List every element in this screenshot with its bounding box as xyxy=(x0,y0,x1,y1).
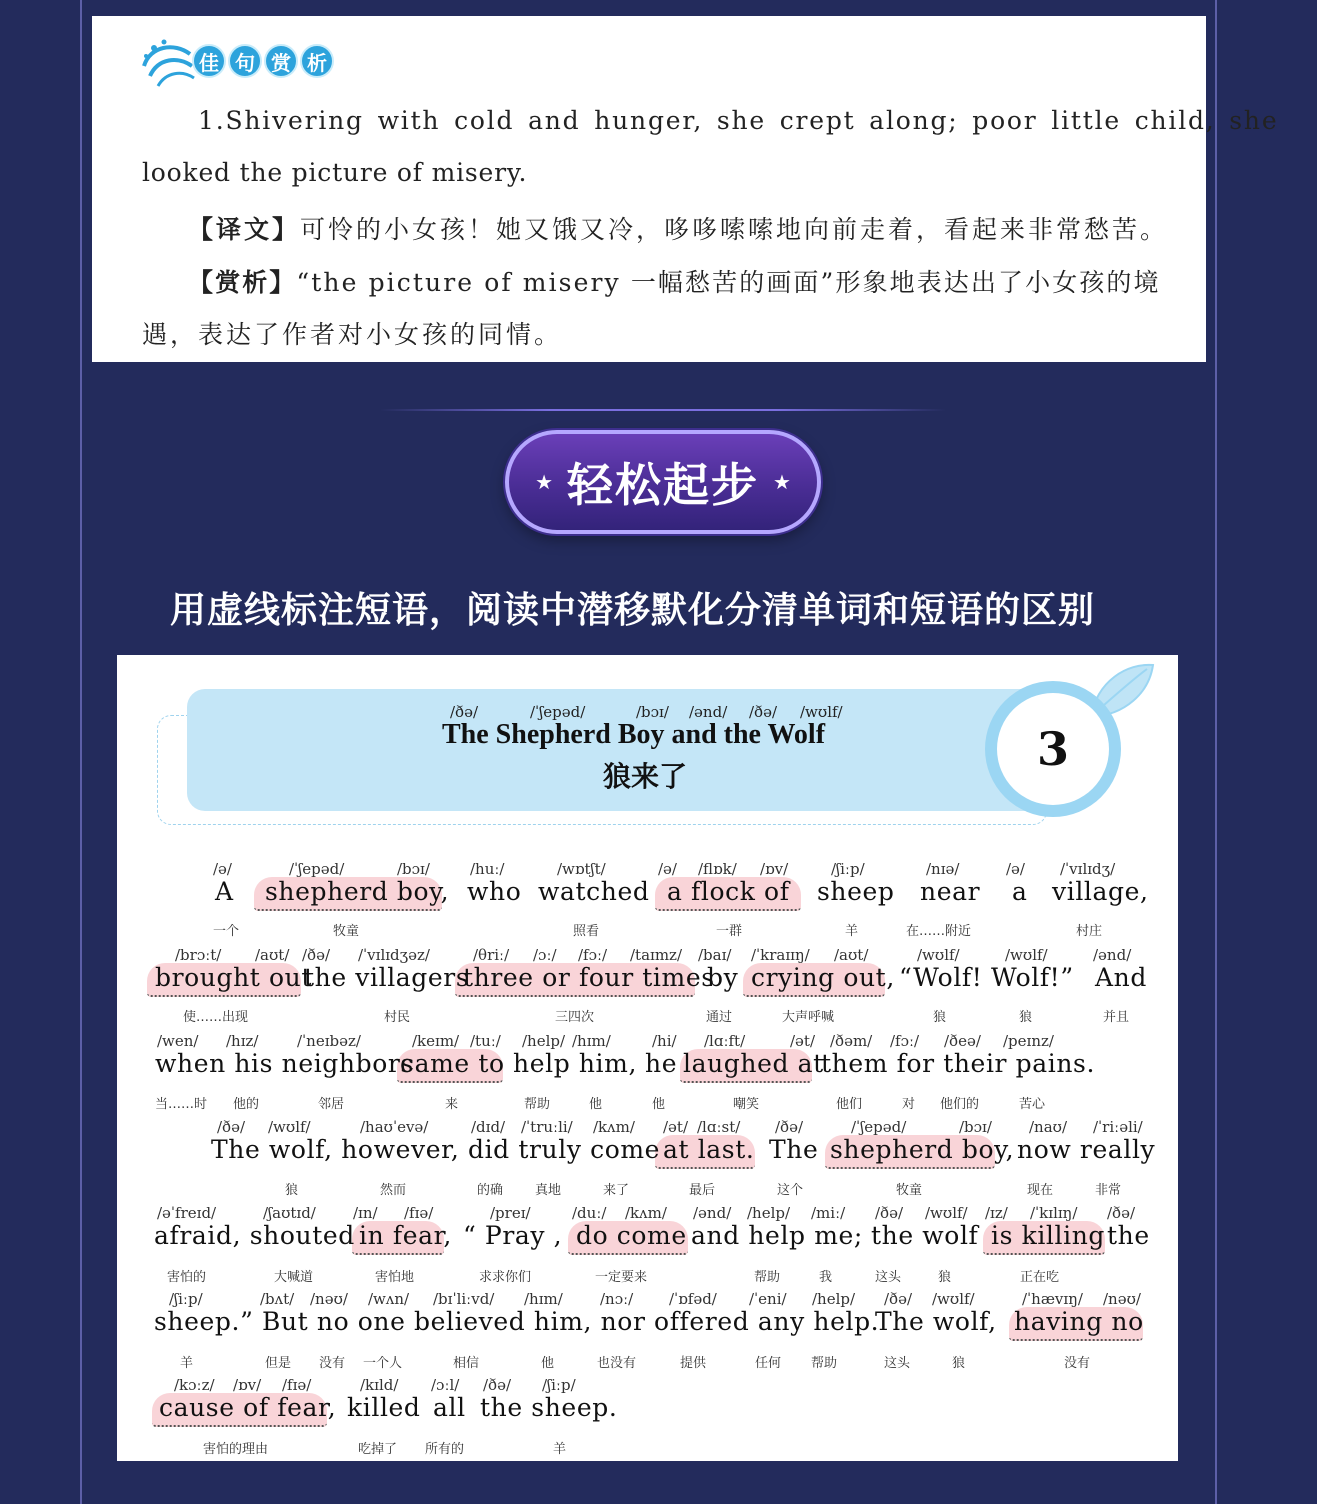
ipa: /haʊˈevə/ xyxy=(360,1118,429,1136)
ipa: /ðə/ xyxy=(483,1376,512,1394)
gloss: 大声呼喊 xyxy=(782,1010,835,1025)
example-sentence-line-2: looked the picture of misery. xyxy=(142,158,528,187)
ipa: /baɪ/ xyxy=(698,946,732,964)
gloss: 大喊道 xyxy=(274,1270,314,1285)
translation-label: 【译文】 xyxy=(188,215,301,244)
ipa: /kʌm/ xyxy=(593,1118,635,1136)
gloss: 帮助 xyxy=(754,1270,781,1285)
phrase: brought out xyxy=(155,963,313,992)
ipa: /ðə/ xyxy=(884,1290,913,1308)
ipa: /ˈriːəli/ xyxy=(1093,1118,1143,1136)
word: when his neighbors xyxy=(155,1049,414,1078)
title-ipa: /ənd/ xyxy=(689,703,728,721)
gloss: 他的 xyxy=(233,1097,260,1112)
gloss: 狼 xyxy=(938,1270,952,1285)
logo-char: 赏 xyxy=(264,44,298,78)
word: them for their pains. xyxy=(821,1049,1096,1078)
ipa: /fɪə/ xyxy=(282,1376,312,1394)
ipa: /brɔːt/ xyxy=(175,946,222,964)
section-subtitle: 用虚线标注短语，阅读中潜移默化分清单词和短语的区别 xyxy=(170,590,1096,631)
gloss: 真地 xyxy=(535,1183,562,1198)
ipa: /wʊlf/ xyxy=(925,1204,968,1222)
ipa: /flɒk/ xyxy=(698,860,737,878)
ipa: /ˈkɪlɪŋ/ xyxy=(1030,1204,1078,1222)
ipa: /ˈtruːli/ xyxy=(521,1118,573,1136)
left-border-line xyxy=(80,0,82,1504)
ipa: /ðə/ xyxy=(302,946,331,964)
ipa: /hi/ xyxy=(652,1032,677,1050)
gloss: 提供 xyxy=(680,1356,707,1371)
ipa: /ə/ xyxy=(1006,860,1025,878)
gloss: 没有 xyxy=(319,1356,346,1371)
banner-title: 轻松起步 xyxy=(567,458,759,512)
gloss: 害怕的 xyxy=(167,1270,207,1285)
ipa: /əˈfreɪd/ xyxy=(157,1204,217,1222)
gloss: 他们 xyxy=(836,1097,863,1112)
ipa: /ʃiːp/ xyxy=(542,1376,576,1394)
word: the sheep. xyxy=(480,1393,618,1422)
gloss: 在……附近 xyxy=(906,924,972,939)
ipa: /lɑːft/ xyxy=(704,1032,746,1050)
ipa: /preɪ/ xyxy=(490,1204,531,1222)
ipa: /aʊt/ xyxy=(834,946,869,964)
ipa: /hɪz/ xyxy=(226,1032,259,1050)
gloss: 一个人 xyxy=(363,1356,403,1371)
ipa: /wɒtʃt/ xyxy=(557,860,606,878)
word: help him, xyxy=(513,1049,637,1078)
ipa: /peɪnz/ xyxy=(1003,1032,1054,1050)
phrase: at last. xyxy=(663,1135,755,1164)
phrase: came to xyxy=(400,1049,505,1078)
gloss: 帮助 xyxy=(811,1356,838,1371)
ipa: /kɪld/ xyxy=(360,1376,399,1394)
word: near xyxy=(920,877,981,906)
ipa: /wʊlf/ xyxy=(932,1290,975,1308)
word: a xyxy=(1012,877,1028,906)
title-ipa: /bɔɪ/ xyxy=(636,703,669,721)
ipa: /bɔɪ/ xyxy=(959,1118,992,1136)
ipa: /fɔː/ xyxy=(890,1032,920,1050)
ipa: /fɔː/ xyxy=(578,946,608,964)
phrase: laughed at xyxy=(683,1049,824,1078)
ipa: /miː/ xyxy=(811,1204,846,1222)
ipa: /tuː/ xyxy=(470,1032,501,1050)
gloss: 通过 xyxy=(706,1010,733,1025)
ipa: /ðə/ xyxy=(875,1204,904,1222)
gloss: 害怕的理由 xyxy=(203,1442,269,1457)
ipa: /ˈɒfəd/ xyxy=(669,1290,717,1308)
gloss: 这头 xyxy=(875,1270,902,1285)
ipa: /nɔː/ xyxy=(600,1290,634,1308)
gloss: 我 xyxy=(819,1270,833,1285)
gloss: 吃掉了 xyxy=(358,1442,398,1457)
logo-char: 佳 xyxy=(192,44,226,78)
ipa: /ənd/ xyxy=(693,1204,732,1222)
translation-line xyxy=(142,210,1170,246)
ipa: /nəʊ/ xyxy=(1103,1290,1141,1308)
story-title-en: The Shepherd Boy and the Wolf xyxy=(442,719,826,750)
gloss: 牧童 xyxy=(333,924,360,939)
gloss: 当……时 xyxy=(155,1097,208,1112)
phrase: a flock of xyxy=(667,877,790,906)
ipa: /wen/ xyxy=(157,1032,199,1050)
ipa: /θriː/ xyxy=(473,946,510,964)
gloss: 最后 xyxy=(689,1183,716,1198)
word: “ Pray , xyxy=(463,1221,563,1250)
ipa: /ˈʃepəd/ xyxy=(851,1118,907,1136)
title-ipa: /ðə/ xyxy=(749,703,778,721)
star-icon: ★ xyxy=(535,470,553,494)
ipa: /duː/ xyxy=(572,1204,607,1222)
phrase: having no xyxy=(1014,1307,1144,1336)
analysis-label: 【赏析】 xyxy=(188,268,297,297)
logo-char: 析 xyxy=(300,44,334,78)
word: the xyxy=(1107,1221,1150,1250)
ipa: /ət/ xyxy=(790,1032,816,1050)
ipa: /ðəm/ xyxy=(830,1032,873,1050)
gloss: 来 xyxy=(445,1097,459,1112)
ipa: /help/ xyxy=(747,1204,791,1222)
word: afraid, shouted xyxy=(154,1221,355,1250)
ipa: /wʊlf/ xyxy=(268,1118,311,1136)
ipa: /ɒv/ xyxy=(233,1376,262,1394)
ipa: /hɪm/ xyxy=(572,1032,611,1050)
gloss: 也没有 xyxy=(597,1356,637,1371)
ipa: /bɪˈliːvd/ xyxy=(433,1290,495,1308)
ipa: /ɔː/ xyxy=(533,946,557,964)
ipa: /fɪə/ xyxy=(404,1204,434,1222)
phrase: three or four times xyxy=(463,963,715,992)
gloss: 他 xyxy=(652,1097,666,1112)
ipa: /ənd/ xyxy=(1093,946,1132,964)
ipa: /keɪm/ xyxy=(412,1032,460,1050)
ipa: /ə/ xyxy=(213,860,232,878)
gloss: 羊 xyxy=(845,924,859,939)
gloss: 邻居 xyxy=(318,1097,345,1112)
story-number: 3 xyxy=(997,693,1109,805)
word: who xyxy=(467,877,522,906)
example-sentence-line-1: 1.Shivering with cold and hunger, she crept along; poor little child, she xyxy=(198,106,1279,135)
ipa: /ət/ xyxy=(663,1118,689,1136)
ipa: /ðə/ xyxy=(1107,1204,1136,1222)
section-banner xyxy=(505,430,821,534)
analysis-text: “the picture of misery 一幅愁苦的画面”形象地表达出了小女孩的境 xyxy=(296,268,1161,297)
gloss: 非常 xyxy=(1095,1183,1122,1198)
wave-swirl-icon xyxy=(140,36,200,90)
gloss: 然而 xyxy=(380,1183,407,1198)
section-logo xyxy=(140,36,340,90)
ipa: /ˈkraɪɪŋ/ xyxy=(751,946,810,964)
ipa: /ˈhævɪŋ/ xyxy=(1022,1290,1083,1308)
word: The wolf, xyxy=(875,1307,997,1336)
word: The xyxy=(769,1135,819,1164)
gloss: 正在吃 xyxy=(1020,1270,1060,1285)
translation-text: 可怜的小女孩！她又饿又冷，哆哆嗦嗦地向前走着，看起来非常愁苦。 xyxy=(300,215,1169,244)
logo-char: 句 xyxy=(228,44,262,78)
gloss: 所有的 xyxy=(425,1442,465,1457)
gloss: 一个 xyxy=(213,924,240,939)
ipa: /wʊlf/ xyxy=(1005,946,1048,964)
gloss: 羊 xyxy=(180,1356,194,1371)
gloss: 照看 xyxy=(573,924,600,939)
gloss: 他 xyxy=(589,1097,603,1112)
word: he xyxy=(645,1049,678,1078)
story-card xyxy=(117,655,1178,1461)
ipa: /ðə/ xyxy=(775,1118,804,1136)
gloss: 使……出现 xyxy=(183,1010,249,1025)
gloss: 他们的 xyxy=(940,1097,980,1112)
phrase: shepherd boy, xyxy=(830,1135,1015,1164)
ipa: /ˈeni/ xyxy=(749,1290,787,1308)
phrase: crying out, xyxy=(751,963,895,992)
gloss: 他 xyxy=(541,1356,555,1371)
ipa: /ˈʃepəd/ xyxy=(289,860,345,878)
word: watched xyxy=(538,877,650,906)
word: sheep xyxy=(817,877,895,906)
section-divider xyxy=(380,409,946,411)
ipa: /ðə/ xyxy=(217,1118,246,1136)
word: and help me; xyxy=(691,1221,863,1250)
gloss: 牧童 xyxy=(896,1183,923,1198)
word: killed xyxy=(347,1393,421,1422)
gloss: 现在 xyxy=(1027,1183,1054,1198)
ipa: /dɪd/ xyxy=(471,1118,506,1136)
ipa: /wʌn/ xyxy=(368,1290,410,1308)
title-ipa: /ˈʃepəd/ xyxy=(530,703,586,721)
gloss: 求求你们 xyxy=(479,1270,532,1285)
ipa: /ˈneɪbəz/ xyxy=(297,1032,361,1050)
ipa: /ɔːl/ xyxy=(431,1376,460,1394)
word: now really xyxy=(1017,1135,1156,1164)
word: by xyxy=(707,963,739,992)
sentence-appreciation-card xyxy=(92,16,1279,362)
gloss: 狼 xyxy=(1019,1010,1033,1025)
gloss: 帮助 xyxy=(524,1097,551,1112)
ipa: /taɪmz/ xyxy=(630,946,683,964)
gloss: 三四次 xyxy=(555,1010,595,1025)
ipa: /ʃiːp/ xyxy=(169,1290,203,1308)
phrase: in fear, xyxy=(359,1221,452,1250)
ipa: /ˈvɪlɪdʒəz/ xyxy=(358,946,430,964)
ipa: /ə/ xyxy=(658,860,677,878)
gloss: 狼 xyxy=(952,1356,966,1371)
gloss: 并且 xyxy=(1103,1010,1130,1025)
gloss: 这个 xyxy=(777,1183,804,1198)
word: village, xyxy=(1052,877,1149,906)
ipa: /huː/ xyxy=(470,860,505,878)
title-ipa: /wʊlf/ xyxy=(800,703,843,721)
word: The wolf, however, did truly come xyxy=(211,1135,661,1164)
ipa: /bɔɪ/ xyxy=(397,860,430,878)
gloss: 苦心 xyxy=(1019,1097,1046,1112)
word: “Wolf! Wolf!” xyxy=(899,963,1074,992)
word: A xyxy=(215,877,234,906)
phrase: cause of fear, xyxy=(159,1393,337,1422)
story-title-zh: 狼来了 xyxy=(603,760,688,793)
gloss: 羊 xyxy=(553,1442,567,1457)
ipa: /bʌt/ xyxy=(260,1290,295,1308)
word: the villagers xyxy=(304,963,470,992)
word: And xyxy=(1095,963,1147,992)
ipa: /ʃiːp/ xyxy=(831,860,865,878)
ipa: /help/ xyxy=(812,1290,856,1308)
word: all xyxy=(433,1393,466,1422)
ipa: /naʊ/ xyxy=(1029,1118,1068,1136)
gloss: 没有 xyxy=(1064,1356,1091,1371)
title-ipa: /ðə/ xyxy=(450,703,479,721)
analysis-line-1 xyxy=(142,263,1170,299)
gloss: 一群 xyxy=(716,924,743,939)
ipa: /ɪn/ xyxy=(353,1204,378,1222)
gloss: 这头 xyxy=(884,1356,911,1371)
ipa: /aʊt/ xyxy=(255,946,290,964)
gloss: 来了 xyxy=(603,1183,630,1198)
word: sheep.” But no one believed him, nor offered any help. xyxy=(154,1307,880,1336)
phrase: shepherd boy, xyxy=(265,877,450,906)
gloss: 但是 xyxy=(265,1356,292,1371)
gloss: 的确 xyxy=(477,1183,504,1198)
gloss: 狼 xyxy=(933,1010,947,1025)
gloss: 村民 xyxy=(384,1010,411,1025)
gloss: 一定要来 xyxy=(595,1270,648,1285)
ipa: /hɪm/ xyxy=(524,1290,563,1308)
gloss: 嘲笑 xyxy=(733,1097,760,1112)
word: the wolf xyxy=(871,1221,979,1250)
ipa: /nəʊ/ xyxy=(310,1290,348,1308)
ipa: /ðeə/ xyxy=(944,1032,981,1050)
ipa: /ˈvɪlɪdʒ/ xyxy=(1060,860,1116,878)
ipa: /ɪz/ xyxy=(985,1204,1008,1222)
ipa: /kʌm/ xyxy=(625,1204,667,1222)
gloss: 狼 xyxy=(285,1183,299,1198)
gloss: 任何 xyxy=(755,1356,782,1371)
right-border-line xyxy=(1215,0,1217,1504)
phrase: do come xyxy=(576,1221,687,1250)
ipa: /ʃaʊtɪd/ xyxy=(263,1204,316,1222)
ipa: /lɑːst/ xyxy=(697,1118,741,1136)
ipa: /ɒv/ xyxy=(760,860,789,878)
ipa: /wʊlf/ xyxy=(917,946,960,964)
gloss: 村庄 xyxy=(1076,924,1103,939)
star-icon: ★ xyxy=(773,470,791,494)
gloss: 相信 xyxy=(453,1356,480,1371)
ipa: /help/ xyxy=(522,1032,566,1050)
ipa: /nɪə/ xyxy=(926,860,960,878)
ipa: /kɔːz/ xyxy=(174,1376,215,1394)
gloss: 害怕地 xyxy=(375,1270,415,1285)
phrase: is killing xyxy=(991,1221,1106,1250)
gloss: 对 xyxy=(902,1097,916,1112)
analysis-line-2: 遇，表达了作者对小女孩的同情。 xyxy=(142,320,563,349)
